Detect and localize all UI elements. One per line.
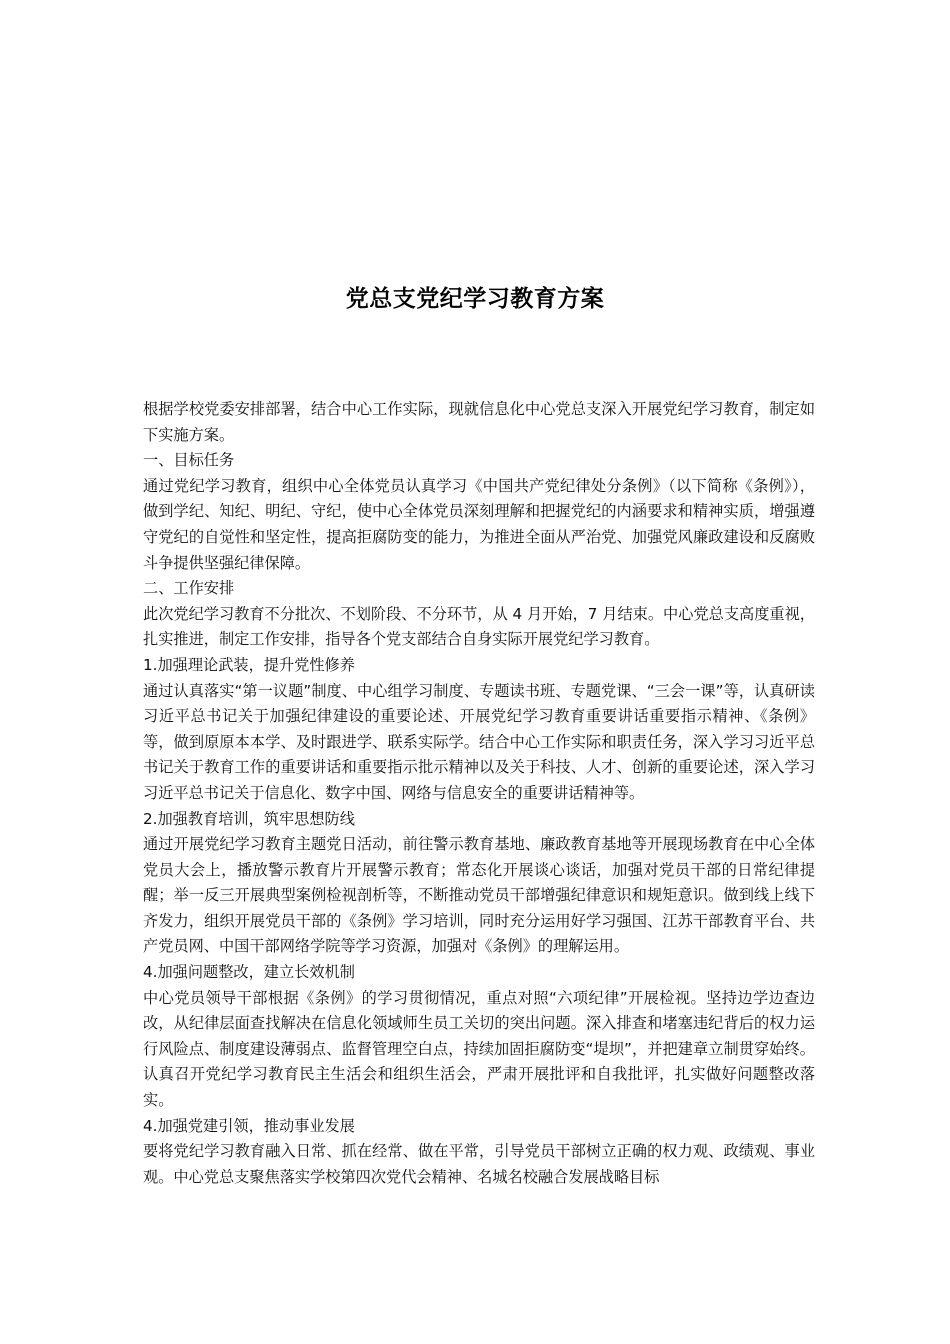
intro-paragraph: 根据学校党委安排部署，结合中心工作实际，现就信息化中心党总支深入开展党纪学习教育，制定如下实施方案。 (143, 400, 815, 444)
leadership-paragraph: 要将党纪学习教育融入日常、抓在经常、做在平常，引导党员干部树立正确的权力观、政绩观、事业观。中心党总支聚焦落实学校第四次党代会精神、名城名校融合发展战略目标 (143, 1142, 815, 1186)
training-paragraph: 通过开展党纪学习教育主题党日活动，前往警示教育基地、廉政教育基地等开展现场教育在中心全体党员大会上，播放警示教育片开展警示教育；常态化开展谈心谈话，加强对党员干部的日常纪律提醒；举一反三开展典型案例检视剖析等，不断推动党员干部增强纪律意识和规矩意识。做到线上线下齐发力，组织开展党员干部的《条例》学习培训，同时充分运用好学习强国、江苏干部教育平台、共产党员网、中国干部网络学院等学习资源，加强对《条例》的理解运用。 (143, 835, 815, 956)
section-heading-goals: 一、目标任务 (143, 451, 235, 470)
subheading-training: 2.加强教育培训，筑牢思想防线 (143, 809, 355, 828)
subheading-theory: 1.加强理论武装，提升党性修养 (143, 655, 355, 674)
subheading-rectification: 4.加强问题整改，建立长效机制 (143, 963, 355, 982)
subheading-leadership: 4.加强党建引领，推动事业发展 (143, 1116, 355, 1135)
theory-paragraph: 通过认真落实“第一议题”制度、中心组学习制度、专题读书班、专题党课、“三会一课”等，认真研读习近平总书记关于加强纪律建设的重要论述、开展党纪学习教育重要讲话重要指示精神、《条例》等，做到原原本本学、及时跟进学、联系实际学。结合中心工作实际和职责任务，深入学习习近平总书记关于教育工作的重要讲话和重要指示批示精神以及关于科技、人才、创新的重要论述，深入学习习近平总书记关于信息化、数字中国、网络与信息安全的重要讲话精神等。 (143, 681, 815, 802)
document-body (143, 397, 815, 1190)
document-title: 党总支党纪学习教育方案 (345, 286, 605, 312)
arrangement-paragraph: 此次党纪学习教育不分批次、不划阶段、不分环节，从 4 月开始，7 月结束。中心党总支高度重视，扎实推进，制定工作安排，指导各个党支部结合自身实际开展党纪学习教育。 (143, 604, 815, 649)
rectification-paragraph: 中心党员领导干部根据《条例》的学习贯彻情况，重点对照“六项纪律”开展检视。坚持边学边查边改，从纪律层面查找解决在信息化领域师生员工关切的突出问题。深入排查和堵塞违纪背后的权力运行风险点、制度建设薄弱点、监督管理空白点，持续加固拒腐防变“堤坝”，并把建章立制贯穿始终。认真召开党纪学习教育民主生活会和组织生活会，严肃开展批评和自我批评，扎实做好问题整改落实。 (143, 988, 815, 1110)
goals-paragraph: 通过党纪学习教育，组织中心全体党员认真学习《中国共产党纪律处分条例》（以下简称《条例》），做到学纪、知纪、明纪、守纪，使中心全体党员深刻理解和把握党纪的内涵要求和精神实质，增强遵守党纪的自觉性和坚定性，提高拒腐防变的能力，为推进全面从严治党、加强党风廉政建设和反腐败斗争提供坚强纪律保障。 (143, 476, 815, 572)
section-heading-arrangement: 二、工作安排 (143, 579, 235, 598)
